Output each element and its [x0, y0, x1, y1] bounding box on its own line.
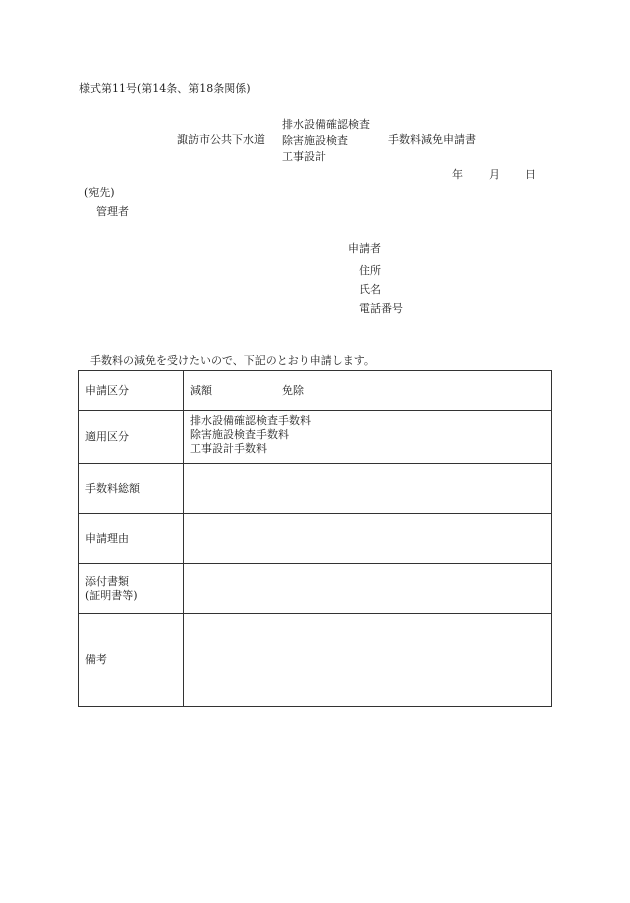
total-fee-label: 手数料総額 [79, 464, 184, 514]
applicable-design-fee[interactable]: 工事設計手数料 [190, 442, 267, 455]
option-exemption[interactable]: 免除 [282, 383, 304, 397]
application-table [78, 370, 552, 707]
applicant-address-field[interactable]: 住所 [359, 264, 381, 277]
remarks-field[interactable] [184, 614, 552, 707]
applicant-name-field[interactable]: 氏名 [359, 283, 381, 296]
table-row [79, 464, 552, 514]
inspection-type-list [282, 117, 370, 165]
form-number: 様式第11号(第14条、第18条関係) [79, 82, 251, 95]
remarks-label: 備考 [79, 614, 184, 707]
date-day-label: 日 [525, 168, 536, 181]
table-row [79, 614, 552, 707]
table-row [79, 514, 552, 564]
table-row [79, 371, 552, 411]
option-reduction[interactable]: 減額 [190, 383, 212, 397]
applicable-type-label: 適用区分 [79, 411, 184, 464]
applicable-drainage-fee[interactable]: 排水設備確認検査手数料 [190, 414, 311, 427]
intro-text: 手数料の減免を受けたいので、下記のとおり申請します。 [90, 354, 375, 367]
attachments-field[interactable] [184, 564, 552, 614]
reason-label: 申請理由 [79, 514, 184, 564]
date-year-label: 年 [452, 168, 463, 181]
applicant-phone-field[interactable]: 電話番号 [359, 302, 403, 315]
attachments-label-line1: 添付書類 [85, 574, 129, 588]
document-title: 手数料減免申請書 [388, 133, 476, 146]
date-line [452, 168, 536, 182]
applicable-type-options[interactable] [184, 411, 552, 464]
addressee-name: 管理者 [96, 205, 129, 218]
applicant-fields [359, 261, 403, 318]
organization-name: 諏訪市公共下水道 [177, 133, 265, 146]
attachments-label [79, 564, 184, 614]
applicable-abatement-fee[interactable]: 除害施設検査手数料 [190, 428, 289, 441]
table-row [79, 411, 552, 464]
inspection-type-abatement: 除害施設検査 [282, 134, 348, 147]
application-type-label: 申請区分 [79, 371, 184, 411]
reason-field[interactable] [184, 514, 552, 564]
attachments-label-line2: (証明書等) [85, 588, 138, 602]
addressee-label: (宛先) [84, 186, 115, 199]
table-row [79, 564, 552, 614]
inspection-type-design: 工事設計 [282, 150, 326, 163]
inspection-type-drainage: 排水設備確認検査 [282, 118, 370, 131]
total-fee-field[interactable] [184, 464, 552, 514]
applicant-label: 申請者 [348, 242, 381, 255]
application-type-options[interactable] [184, 371, 552, 411]
date-month-label: 月 [489, 168, 500, 181]
